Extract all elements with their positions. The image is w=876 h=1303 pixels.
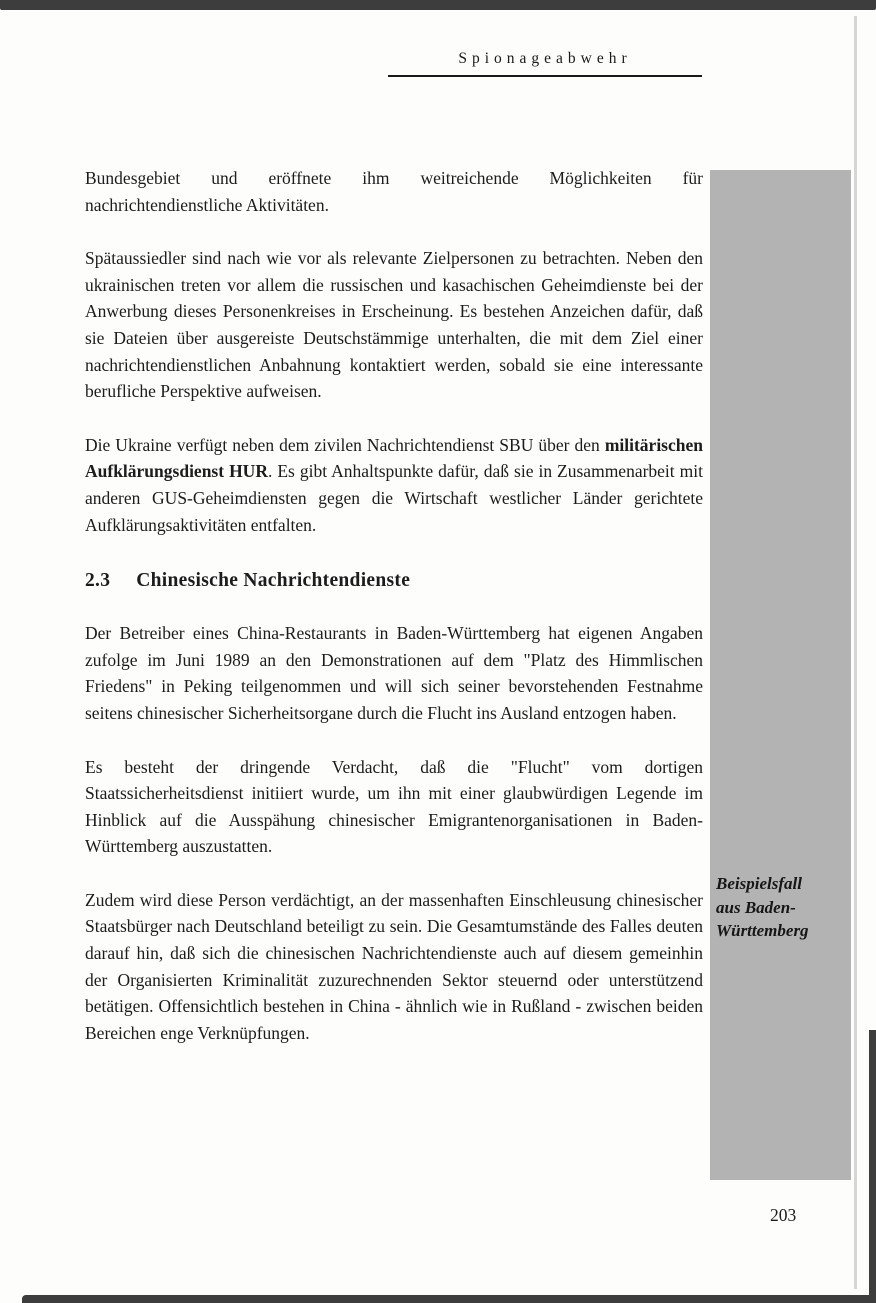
scan-edge-top — [0, 0, 876, 10]
paragraph-china-restaurant: Der Betreiber eines China-Restaurants in Baden-Württemberg hat eigenen Angaben zufolge im Juni 1989 an den Demonstrationen auf dem "Platz des Himmlischen Friedens" in Peking teilgenommen und will sich seiner bevorstehenden Festnahme seitens chinesischer Sicherheitsorgane durch die Flucht ins Ausland entzogen haben. — [85, 623, 703, 723]
paragraph-ukraine — [85, 432, 703, 538]
margin-highlight-band — [710, 170, 851, 1180]
scan-edge-right — [869, 1030, 876, 1303]
paragraph-einschleusung: Zudem wird diese Person verdächtigt, an der massenhaften Einschleusung chinesischer Staatsbürger nach Deutschland beteiligt zu sein. Die Gesamtumstände des Falles deuten darauf hin, daß sich die chinesischen Nachrichtendienste auch auf diesem gemeinhin der Organisierten Kriminalität zuzurechnenden Sektor steuernd oder unterstützend betätigen. Offensichtlich bestehen in China - ähnlich wie in Rußland - zwischen beiden Bereichen enge Verknüpfungen. — [85, 889, 703, 1043]
section-heading — [85, 570, 703, 592]
paragraph-spaetaussiedler: Spätaussiedler sind nach wie vor als relevante Zielpersonen zu betrachten. Neben den ukrainischen treten vor allem die russischen und kasachischen Geheimdienste bei der Anwerbung dieses Personenkreises in Erscheinung. Es bestehen Anzeichen dafür, daß sie Dateien über ausgereiste Deutschstämmige unterhalten, die mit dem Ziel einer nachrichtendienstlichen Anbahnung kontaktiert werden, sobald sie eine interessante berufliche Perspektive aufweisen. — [85, 248, 703, 402]
paragraph-ukraine-bold: militärischen Aufklärungsdienst HUR — [85, 434, 703, 482]
margin-note-line-3: Württemberg — [716, 921, 809, 940]
section-number: 2.3 — [85, 570, 111, 592]
margin-note-line-2: aus Baden- — [716, 897, 796, 917]
paragraph-flucht-verdacht: Es besteht der dringende Verdacht, daß die "Flucht" vom dortigen Staatssicherheitsdienst initiiert wurde, um ihn mit einer glaubwürdigen Legende im Hinblick auf die Ausspähung chinesischer Emigrantenorganisationen in Baden-Württemberg auszustatten. — [85, 756, 703, 857]
running-header — [388, 50, 702, 77]
scan-edge-bottom — [22, 1295, 876, 1303]
page-number: 203 — [770, 1205, 797, 1225]
body-text-column — [85, 165, 703, 1046]
paragraph-ukraine-pre: Die Ukraine verfügt neben dem zivilen Nachrichtendienst SBU über den — [85, 434, 605, 455]
paragraph-bundesgebiet: Bundesgebiet und eröffnete ihm weitreichende Möglichkeiten für nachrichtendienstliche Aktivitäten. — [85, 168, 703, 215]
running-header-text: Spionageabwehr — [458, 50, 632, 67]
section-title: Chinesische Nachrichtendienste — [136, 570, 411, 592]
paragraph-ukraine-post: . Es gibt Anhaltspunkte dafür, daß sie in Zusammenarbeit mit anderen GUS-Geheimdiensten gegen die Wirtschaft westlicher Länder gerichtete Aufklärungsaktivitäten entfalten. — [85, 461, 703, 535]
margin-note-line-1: Beispielsfall — [716, 874, 802, 893]
margin-note — [716, 872, 848, 943]
page-edge-shadow — [854, 16, 857, 1289]
